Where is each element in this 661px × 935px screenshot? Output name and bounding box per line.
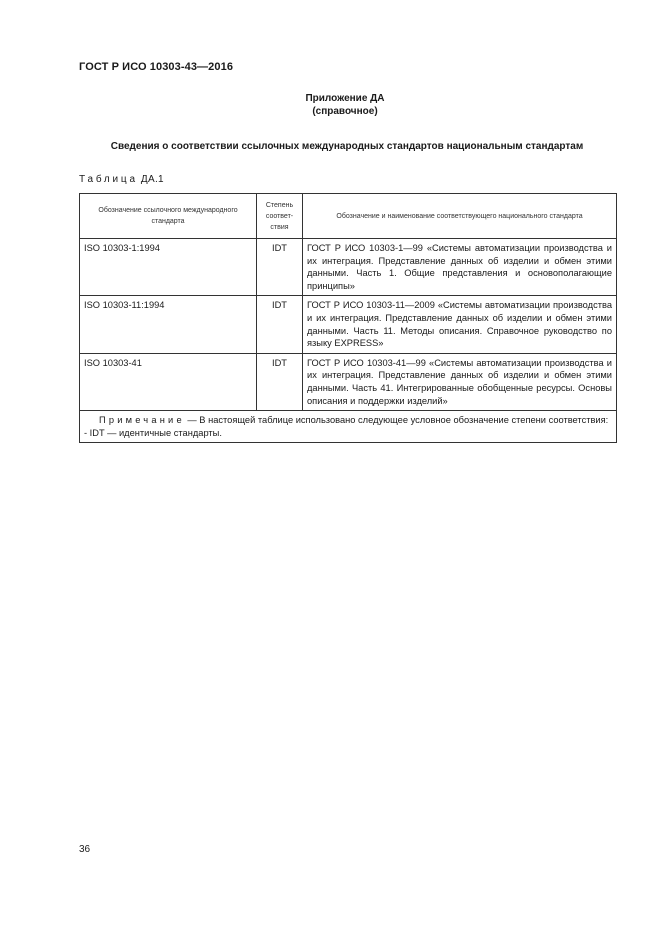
note-label: Примечание: [99, 415, 185, 426]
table-caption-label: Таблица: [79, 174, 138, 185]
table-note-row: [80, 411, 617, 443]
table-row: [80, 353, 617, 410]
degree-cell: IDT: [257, 296, 303, 353]
table-caption: [79, 174, 164, 185]
table-note: [80, 411, 617, 443]
table-row: [80, 239, 617, 296]
note-body: — В настоящей таблице использовано следующее условное обозначение степени соответствия:: [187, 415, 609, 426]
note-item: - IDT — идентичные стандарты.: [84, 427, 222, 438]
appendix-title: Приложение ДА: [305, 93, 385, 104]
header-degree: Степень соответствия: [257, 194, 303, 239]
standard-header: ГОСТ Р ИСО 10303-43—2016: [79, 61, 234, 73]
appendix-heading: [0, 92, 661, 118]
note-text: [84, 414, 612, 427]
national-standard-cell: ГОСТ Р ИСО 10303-11—2009 «Системы автоматизации производства и их интеграция. Представление данных об изделии и обмен этими данными. Часть 11. Методы описания. Справочное руководство по языку EXPRESS»: [303, 296, 617, 353]
table-header-row: [80, 194, 617, 239]
national-standard-cell: ГОСТ Р ИСО 10303-41—99 «Системы автоматизации производства и их интеграция. Представление данных об изделии и обмен этими данными. Часть 41. Интегрированные обобщенные ресурсы. Основы описания и поддержки изделий»: [303, 353, 617, 410]
table-caption-number: ДА.1: [140, 174, 164, 185]
document-title: Сведения о соответствии ссылочных международных стандартов национальным стандартам: [110, 141, 584, 152]
page-number: 36: [79, 844, 91, 855]
national-standard-cell: ГОСТ Р ИСО 10303-1—99 «Системы автоматизации производства и их интеграция. Представление данных об изделии и обмен этими данными. Часть 1. Общие представления и основополагающие принципы»: [303, 239, 617, 296]
correspondence-table: [79, 193, 617, 443]
degree-cell: IDT: [257, 239, 303, 296]
ref-standard-cell: ISO 10303-1:1994: [80, 239, 257, 296]
ref-standard-cell: ISO 10303-41: [80, 353, 257, 410]
header-ref-standard: Обозначение ссылочного международного стандарта: [80, 194, 257, 239]
ref-standard-cell: ISO 10303-11:1994: [80, 296, 257, 353]
header-national-standard: Обозначение и наименование соответствующего национального стандарта: [303, 194, 617, 239]
appendix-subtitle: (справочное): [312, 106, 378, 117]
table-row: [80, 296, 617, 353]
degree-cell: IDT: [257, 353, 303, 410]
